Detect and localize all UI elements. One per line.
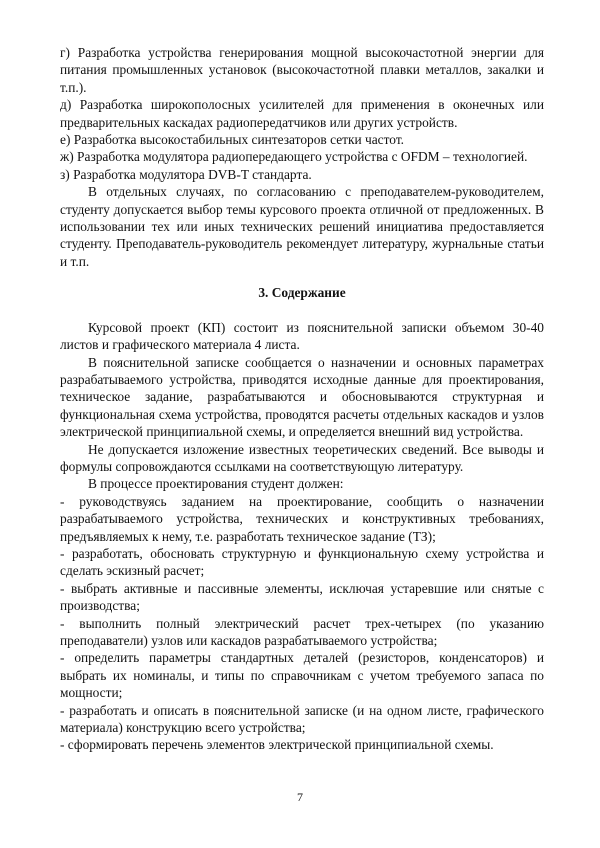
paragraph-duties-intro: В процессе проектирования студент должен: bbox=[88, 476, 344, 492]
duty-item: - сформировать перечень элементов электрической принципиальной схемы. bbox=[60, 737, 494, 753]
document-page bbox=[60, 44, 544, 754]
duty-item: - разработать, обосновать структурную и функциональную схему устройства и сделать эскизный расчет; bbox=[60, 545, 544, 579]
paragraph-composition: Курсовой проект (КП) состоит из пояснительной записки объемом 30-40 листов и графического материала 4 листа. bbox=[60, 319, 544, 353]
page-number: 7 bbox=[297, 790, 303, 804]
duty-item: - выбрать активные и пассивные элементы, исключая устаревшие или снятые с производства; bbox=[60, 580, 544, 614]
duty-item: - руководствуясь заданием на проектирование, сообщить о назначении разрабатываемого устройства, технических и конструктивных требованиях, предъявляемых к нему, т.е. разработать техническое задание (ТЗ); bbox=[60, 493, 544, 544]
list-item-g: г) Разработка устройства генерирования мощной высокочастотной энергии для питания промышленных установок (высокочастотной плавки металлов, закалки и т.п.). bbox=[60, 45, 544, 95]
duty-item: - определить параметры стандартных деталей (резисторов, конденсаторов) и выбрать их номиналы, и типы по справочникам с учетом требуемого запаса по мощности; bbox=[60, 650, 544, 701]
list-item-e: е) Разработка высокостабильных синтезаторов сетки частот. bbox=[60, 132, 405, 148]
duty-item: - выполнить полный электрический расчет трех-четырех (по указанию преподаватели) узлов или каскадов разрабатываемого устройства; bbox=[60, 615, 544, 648]
list-item-z: з) Разработка модулятора DVB-T стандарта. bbox=[60, 166, 312, 182]
paragraph-references: Не допускается изложение известных теоретических сведений. Все выводы и формулы сопровождаются ссылками на соответствующую литературу. bbox=[60, 441, 544, 474]
duty-item: - разработать и описать в пояснительной записке (и на одном листе, графического материала) конструкцию всего устройства; bbox=[60, 702, 544, 736]
paragraph-note-contents: В пояснительной записке сообщается о назначении и основных параметрах разрабатываемого устройства, приводятся исходные данные для проектирования, техническое задание, разрабатываются и обосновываются структурная и функциональная схема устройства, проводятся расчеты отдельных каскадов и узлов электрической принципиальной схемы, и определяется внешний вид устройства. bbox=[60, 354, 544, 440]
choice-paragraph: В отдельных случаях, по согласованию с преподавателем-руководителем, студенту допускается выбор темы курсового проекта отличной от предложенных. В использовании тех или иных технических решений инициатива предоставляется студенту. Преподаватель-руководитель рекомендует литературу, журнальные статьи и т.п. bbox=[60, 184, 544, 269]
section-heading: 3. Содержание bbox=[258, 285, 346, 301]
list-item-d: д) Разработка широкополосных усилителей для применения в оконечных или предварительных каскадах радиопередатчиков или других устройств. bbox=[60, 97, 544, 130]
list-item-zh: ж) Разработка модулятора радиопередающего устройства с OFDM – технологией. bbox=[60, 149, 528, 165]
